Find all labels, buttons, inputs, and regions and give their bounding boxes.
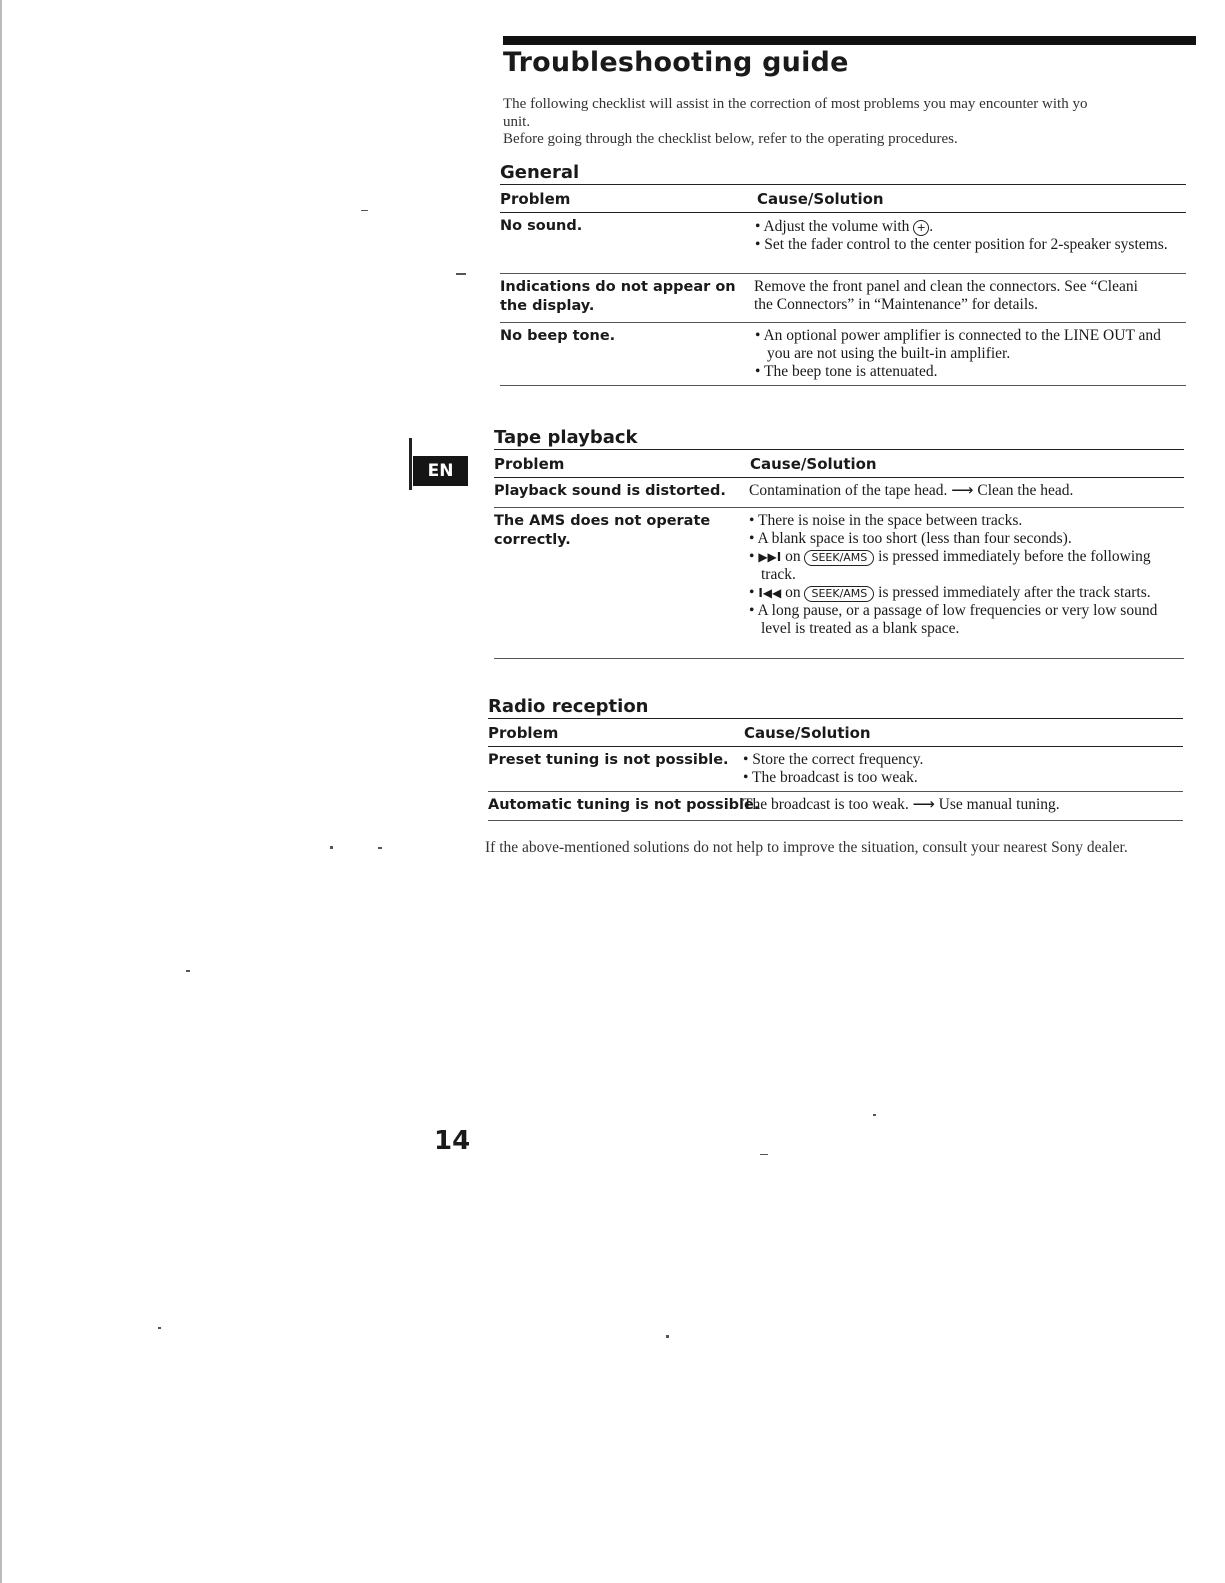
bullet-text: • bbox=[749, 584, 759, 601]
bullet-item: • A long pause, or a passage of low frequencies or very low sound level is treated as a blank space. bbox=[749, 602, 1158, 637]
table-row bbox=[500, 274, 1186, 323]
bullet-item: • A blank space is too short (less than four seconds). bbox=[749, 530, 1072, 547]
language-tab: EN bbox=[413, 456, 468, 486]
bullet-item: • The broadcast is too weak. bbox=[743, 769, 918, 786]
scan-speck bbox=[456, 273, 466, 275]
scan-speck bbox=[361, 210, 368, 211]
cause-header: Cause/Solution bbox=[744, 724, 871, 742]
cause-cell bbox=[743, 751, 1173, 787]
cause-cell bbox=[749, 512, 1179, 638]
page-number: 14 bbox=[434, 1126, 471, 1156]
bullet-item: • The beep tone is attenuated. bbox=[755, 363, 938, 380]
intro-line-2: unit. bbox=[503, 114, 531, 130]
page-title: Troubleshooting guide bbox=[503, 47, 849, 78]
problem-cell bbox=[500, 278, 736, 316]
bullet-item: • Store the correct frequency. bbox=[743, 751, 924, 768]
bullet-text: • Adjust the volume with bbox=[755, 218, 914, 235]
problem-cell bbox=[500, 217, 582, 236]
bullet-item bbox=[749, 548, 1179, 584]
cause-text: Contamination of the tape head. ⟶ Clean the head. bbox=[749, 482, 1074, 499]
scan-speck bbox=[186, 970, 190, 972]
bullet-text: on bbox=[781, 584, 805, 601]
bullet-item bbox=[755, 218, 1175, 236]
table-header bbox=[488, 719, 1183, 747]
bullet-item bbox=[749, 584, 1179, 602]
table-row bbox=[500, 217, 1186, 274]
bullet-text: is pressed immediately after the track starts. bbox=[874, 584, 1151, 601]
bullet-item: • Set the fader control to the center position for 2-speaker systems. bbox=[755, 236, 1168, 253]
problem-cell bbox=[500, 327, 615, 346]
problem-header: Problem bbox=[488, 724, 559, 742]
problem-text: Preset tuning is not possible. bbox=[488, 752, 729, 768]
problem-cell bbox=[488, 796, 759, 815]
scan-speck bbox=[378, 847, 382, 849]
closing-note: If the above-mentioned solutions do not help to improve the situation, consult your nearest Sony dealer. bbox=[485, 839, 1128, 856]
cause-cell bbox=[755, 218, 1175, 254]
problem-cell bbox=[494, 512, 710, 550]
seek-ams-button-icon: SEEK/AMS bbox=[804, 586, 874, 602]
bullet-text: is pressed immediately before the following track. bbox=[761, 548, 1151, 583]
section-radio-reception bbox=[488, 696, 1183, 821]
problem-text: the display. bbox=[500, 298, 595, 314]
table-header bbox=[494, 450, 1184, 478]
previous-track-icon: I◀◀ bbox=[758, 586, 782, 600]
bullet-item: • There is noise in the space between tracks. bbox=[749, 512, 1023, 529]
bullet-text: . bbox=[929, 218, 934, 235]
cause-text: The broadcast is too weak. ⟶ Use manual tuning. bbox=[743, 796, 1060, 813]
scan-speck bbox=[158, 1327, 161, 1329]
side-tab-edge bbox=[409, 438, 412, 490]
problem-cell bbox=[488, 751, 729, 770]
scan-speck bbox=[760, 1154, 768, 1155]
cause-text: the Connectors” in “Maintenance” for details. bbox=[754, 296, 1039, 313]
problem-text: Playback sound is distorted. bbox=[494, 483, 726, 499]
table-row bbox=[494, 508, 1184, 659]
problem-header: Problem bbox=[494, 455, 565, 473]
section-tape-playback bbox=[494, 427, 1184, 659]
problem-text: No sound. bbox=[500, 218, 583, 234]
cause-cell bbox=[754, 278, 1194, 314]
scan-speck bbox=[330, 846, 333, 849]
problem-cell bbox=[494, 482, 726, 501]
table-row bbox=[500, 323, 1186, 386]
bullet-item: • An optional power amplifier is connected to the LINE OUT and you are not using the built-in amplifier. bbox=[755, 327, 1161, 362]
scan-speck bbox=[873, 1114, 876, 1116]
bullet-text: • bbox=[749, 548, 759, 565]
next-track-icon: ▶▶I bbox=[758, 550, 782, 564]
table-row bbox=[488, 792, 1183, 821]
cause-cell bbox=[749, 482, 1181, 500]
title-rule bbox=[503, 36, 1196, 45]
cause-cell bbox=[743, 796, 1173, 814]
problem-header: Problem bbox=[500, 190, 571, 208]
scan-speck bbox=[666, 1335, 669, 1338]
section-title: Radio reception bbox=[488, 696, 649, 717]
table-row bbox=[488, 747, 1183, 792]
table-row bbox=[494, 478, 1184, 508]
table-header bbox=[500, 185, 1186, 213]
cause-header: Cause/Solution bbox=[750, 455, 877, 473]
problem-text: Indications do not appear on bbox=[500, 279, 736, 295]
problem-text: correctly. bbox=[494, 532, 571, 548]
cause-text: Remove the front panel and clean the connectors. See “Cleani bbox=[754, 278, 1138, 295]
intro-line-3: Before going through the checklist below, refer to the operating procedures. bbox=[503, 131, 958, 147]
problem-text: Automatic tuning is not possible. bbox=[488, 797, 760, 813]
intro-line-1: The following checklist will assist in the correction of most problems you may encounter with yo bbox=[503, 96, 1088, 112]
cause-cell bbox=[755, 327, 1187, 381]
problem-text: The AMS does not operate bbox=[494, 513, 711, 529]
seek-ams-button-icon: SEEK/AMS bbox=[804, 550, 874, 566]
section-general bbox=[500, 162, 1186, 386]
bullet-text: on bbox=[781, 548, 805, 565]
volume-plus-icon: + bbox=[913, 220, 929, 236]
cause-header: Cause/Solution bbox=[757, 190, 884, 208]
section-title: Tape playback bbox=[494, 427, 638, 448]
scan-edge bbox=[0, 0, 2, 1583]
section-title: General bbox=[500, 162, 580, 183]
problem-text: No beep tone. bbox=[500, 328, 616, 344]
